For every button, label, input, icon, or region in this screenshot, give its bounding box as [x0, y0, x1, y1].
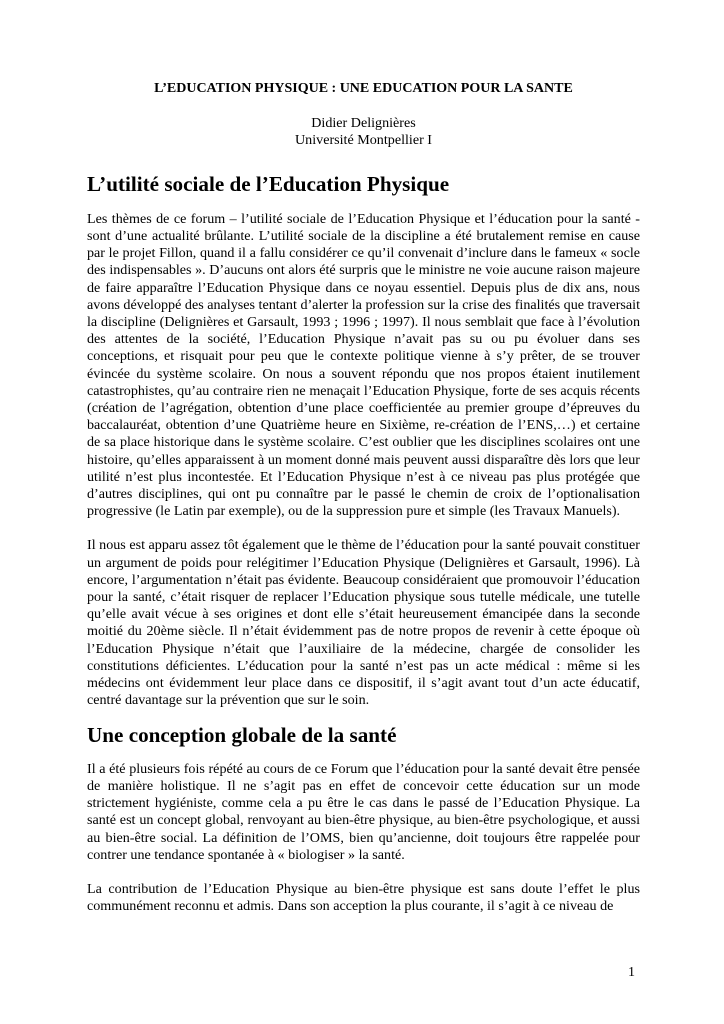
- author-name: Didier Delignières: [311, 115, 416, 132]
- body-paragraph: Les thèmes de ce forum – l’utilité sociale de l’Education Physique et l’éducation pour la santé - sont d’une actualité brûlante. L’utilité sociale de la discipline a été brutalement remise en cause par le projet Fillon, quand il a fallu considérer ce qu’il convenait d’inclure dans le fameux « socle des indispensables ». D’aucuns ont alors été surpris que le ministre ne voie aucune raison majeure de faire apparaître l’Education Physique dans ce noyau essentiel. Depuis plus de dix ans, nous avons développé des analyses tentant d’alerter la profession sur la crise des finalités que traversait la discipline (Delignières et Garsault, 1993 ; 1996 ; 1997). Il nous semblait que face à l’évolution des attentes de la société, l’Education Physique n’avait pas su ou pu évoluer dans ses conceptions, et risquait pour peu que le contexte politique vienne à s’y prêter, de se trouver évincée du système scolaire. On nous a souvent répondu que nos propos étaient inutilement catastrophistes, qu’au contraire rien ne menaçait l’Education Physique, forte de ses acquis récents (création de l’agrégation, obtention d’une place coefficientée au premier groupe d’épreuves du baccalauréat, obtention d’une Quatrième heure en Sixième, re-création de l’ENS,…) et certaine de sa place historique dans le système scolaire. C’est oublier que les disciplines scolaires ont une histoire, qu’elles apparaissent à un moment donné mais peuvent aussi disparaître dès lors que leur utilité n’est plus incontestée. Et l’Education Physique n’est à ce niveau pas plus protégée que d’autres disciplines, qui ont pu connaître par le passé le chemin de croix de l’optionalisation progressive (le Latin par exemple), ou de la suppression pure et simple (les Travaux Manuels).: [87, 210, 640, 520]
- author-block: [87, 115, 640, 149]
- body-paragraph: Il a été plusieurs fois répété au cours de ce Forum que l’éducation pour la santé devait être pensée de manière holistique. Il ne s’agit pas en effet de concevoir cette éducation sur un mode strictement hygiéniste, comme cela a pu être le cas dans le passé de l’Education Physique. La santé est un concept global, renvoyant au bien-être physique, au bien-être psychologique, et aussi au bien-être social. La définition de l’OMS, bien qu’ancienne, doit toujours être rappelée pour contrer une tendance spontanée à « biologiser » la santé.: [87, 760, 640, 863]
- section-heading: Une conception globale de la santé: [87, 722, 397, 747]
- body-paragraph: La contribution de l’Education Physique au bien-être physique est sans doute l’effet le plus communément reconnu et admis. Dans son acception la plus courante, il s’agit à ce niveau de: [87, 880, 640, 915]
- section-heading: L’utilité sociale de l’Education Physique: [87, 171, 450, 196]
- body-paragraph: Il nous est apparu assez tôt également que le thème de l’éducation pour la santé pouvait constituer un argument de poids pour relégitimer l’Education Physique (Delignières et Garsault, 1996). Là encore, l’argumentation n’était pas évidente. Beaucoup considéraient que promouvoir l’éducation pour la santé, c’était risquer de replacer l’Education physique sous tutelle médicale, une tutelle qu’elle avait vécue à ses origines et dont elle s’était heureusement émancipée dans la seconde moitié du 20ème siècle. Il n’était évidemment pas de notre propos de revenir à cette époque où l’Education Physique n’était que l’auxiliaire de la médecine, chargée de consolider les constitutions déficientes. L’éducation pour la santé n’est pas un acte médical : même si les médecins ont évidemment leur place dans ce dispositif, il s’agit avant tout d’un acte éducatif, centré davantage sur la prévention que sur le soin.: [87, 537, 640, 709]
- document-title: L’EDUCATION PHYSIQUE : UNE EDUCATION POUR LA SANTE: [154, 81, 573, 96]
- page-number: 1: [628, 965, 635, 980]
- author-affiliation: Université Montpellier I: [295, 132, 432, 149]
- document-page: [87, 80, 640, 915]
